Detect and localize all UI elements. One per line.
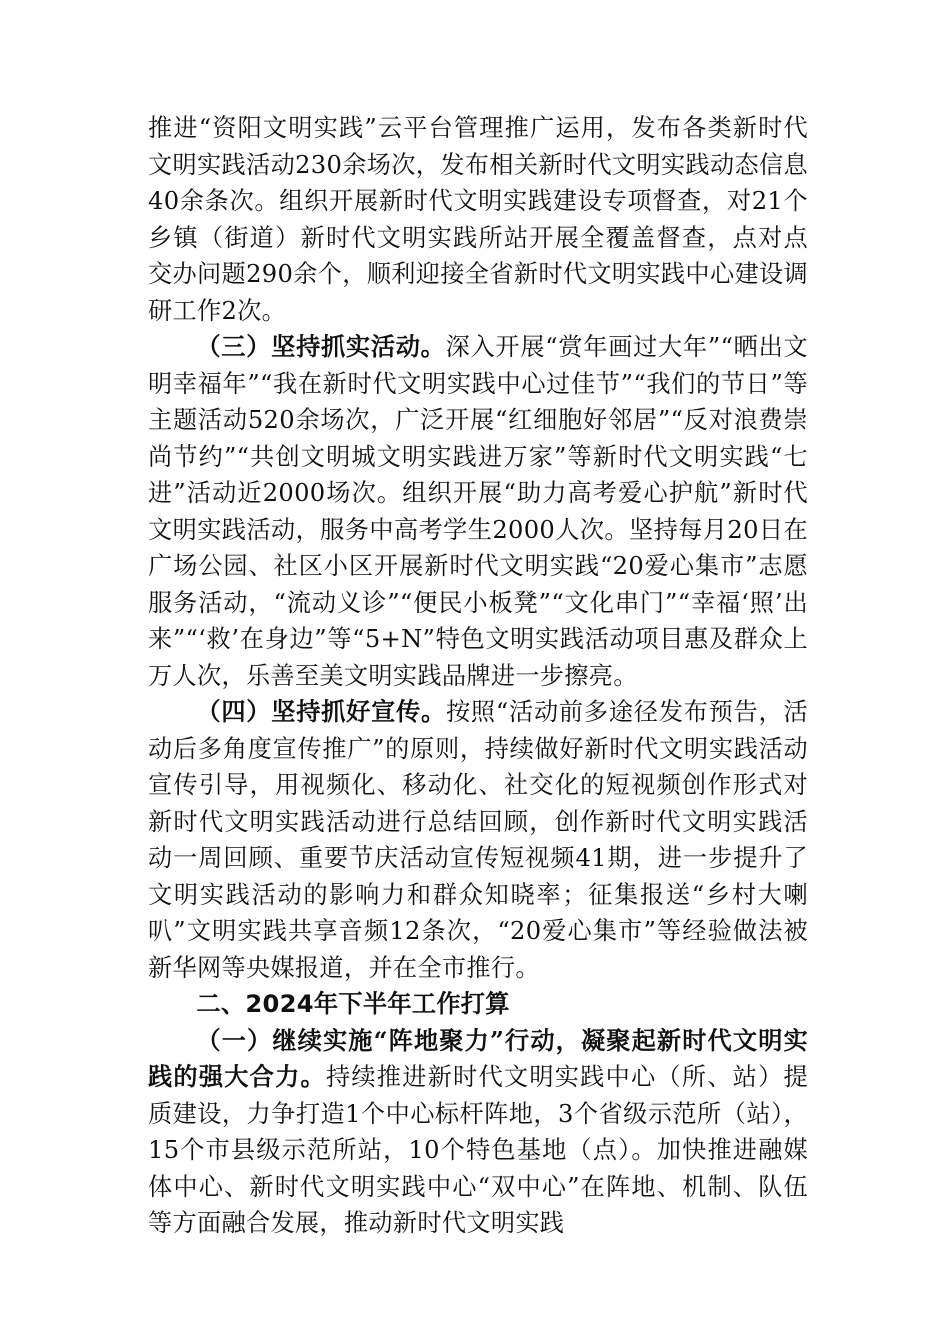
document-page xyxy=(148,110,808,1242)
section-lead-activities: （三）坚持抓实活动。 xyxy=(196,332,446,361)
section-heading-plan: 二、2024年下半年工作打算 xyxy=(196,990,510,1018)
paragraph-cloud-platform: 推进“资阳文明实践”云平台管理推广运用，发布各类新时代文明实践活动230余场次，发布相关新时代文明实践动态信息40余条次。组织开展新时代文明实践建设专项督查，对21个乡镇（街道）新时代文明实践所站开展全覆盖督查，点对点交办问题290余个，顺利迎接全省新时代文明实践中心建设调研工作2次。 xyxy=(148,114,808,325)
paragraph-publicity xyxy=(148,694,808,986)
section-lead-position: （一）继续实施“阵地聚力”行动，凝聚起新时代文明实践的强大合力。 xyxy=(148,1025,808,1091)
paragraph-position-body: 持续推进新时代文明实践中心（所、站）提质建设，力争打造1个中心标杆阵地，3个省级示范所（站），15个市县级示范所站，10个特色基地（点）。加快推进融媒体中心、新时代文明实践中心“双中心”在阵地、机制、队伍等方面融合发展，推动新时代文明实践 xyxy=(148,1063,809,1237)
paragraph-position xyxy=(148,1023,808,1242)
paragraph-activities-body: 深入开展“赏年画过大年”“晒出文明幸福年”“我在新时代文明实践中心过佳节”“我们的节日”等主题活动520余场次，广泛开展“红细胞好邻居”“反对浪费崇尚节约”“共创文明城文明实践进万家”等新时代文明实践“七进”活动近2000场次。组织开展“助力高考爱心护航”新时代文明实践活动，服务中高考学生2000人次。坚持每月20日在广场公园、社区小区开展新时代文明实践“20爱心集市”志愿服务活动，“流动义诊”“便民小板凳”“文化串门”“幸福‘照’出来”“‘救’在身边”等“5+N”特色文明实践活动项目惠及群众上万人次，乐善至美文明实践品牌进一步擦亮。 xyxy=(148,333,808,690)
paragraph-publicity-body: 按照“活动前多途径发布预告，活动后多角度宣传推广”的原则，持续做好新时代文明实践活动宣传引导，用视频化、移动化、社交化的短视频创作形式对新时代文明实践活动进行总结回顾，创作新时代文明实践活动一周回顾、重要节庆活动宣传短视频41期，进一步提升了文明实践活动的影响力和群众知晓率；征集报送“乡村大喇叭”文明实践共享音频12条次，“20爱心集市”等经验做法被新华网等央媒报道，并在全市推行。 xyxy=(148,698,808,982)
section-lead-publicity: （四）坚持抓好宣传。 xyxy=(196,697,446,726)
paragraph-activities xyxy=(148,329,808,694)
